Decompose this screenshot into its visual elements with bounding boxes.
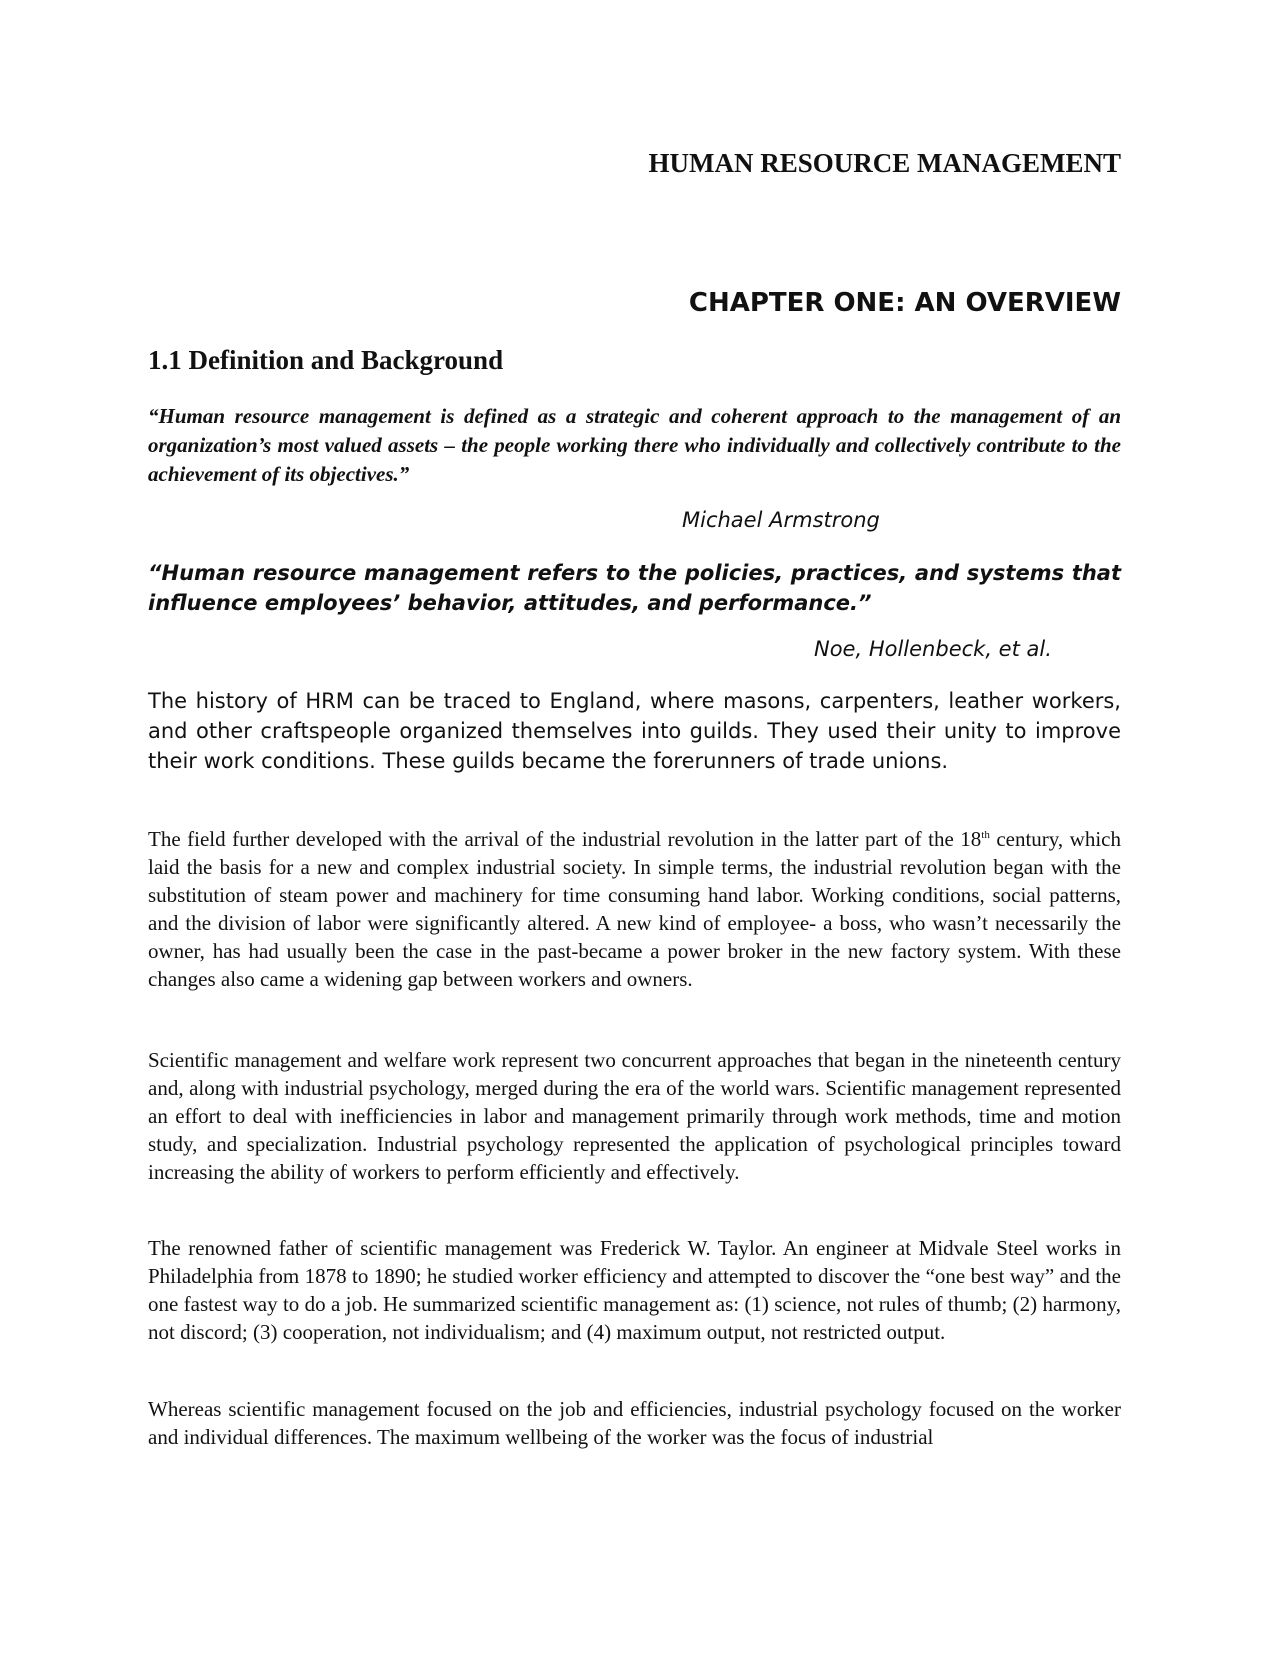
history-paragraph: The history of HRM can be traced to England, where masons, carpenters, leather workers, and other craftspeople organized themselves into guilds. They used their unity to improve their work conditions. These guilds became the forerunners of trade unions. <box>148 689 1121 773</box>
armstrong-quote: “Human resource management is defined as a strategic and coherent approach to the management of an organization’s most valued assets – the people working there who individually and collectively contribute to the achievement of its objectives.” <box>148 404 1121 486</box>
noe-attribution: Noe, Hollenbeck, et al. <box>814 637 1052 661</box>
industrial-psychology-paragraph: Whereas scientific management focused on the job and efficiencies, industrial psychology focused on the worker and individual differences. The maximum wellbeing of the worker was the focus of industrial <box>148 1397 1121 1449</box>
running-head: HUMAN RESOURCE MANAGEMENT <box>648 148 1121 178</box>
paragraph-text: century, which laid the basis for a new and complex industrial society. In simple terms, the industrial revolution began with the substitution of steam power and machinery for time consuming hand labor. Working conditions, social patterns, and the division of labor were significantly altered. A new kind of employee- a boss, who wasn’t necessarily the owner, has had usually been the case in the past-became a power broker in the new factory system. With these changes also came a widening gap between workers and owners. <box>148 827 1121 991</box>
paragraph-text: The field further developed with the arrival of the industrial revolution in the latter part of the 18 <box>148 827 982 851</box>
noe-quote: “Human resource management refers to the policies, practices, and systems that influence employees’ behavior, attitudes, and performance.” <box>148 561 1121 615</box>
ordinal-superscript: th <box>981 829 990 841</box>
industrial-revolution-paragraph <box>148 825 1121 993</box>
chapter-title: CHAPTER ONE: AN OVERVIEW <box>688 288 1121 318</box>
scientific-management-paragraph: Scientific management and welfare work represent two concurrent approaches that began in the nineteenth century and, along with industrial psychology, merged during the era of the world wars. Scientific management represented an effort to deal with inefficiencies in labor and management primarily through work methods, time and motion study, and specialization. Industrial psychology represented the application of psychological principles toward increasing the ability of workers to perform efficiently and effectively. <box>148 1048 1121 1184</box>
armstrong-attribution: Michael Armstrong <box>682 508 880 532</box>
section-heading: 1.1 Definition and Background <box>148 345 504 375</box>
taylor-paragraph: The renowned father of scientific management was Frederick W. Taylor. An engineer at Midvale Steel works in Philadelphia from 1878 to 1890; he studied worker efficiency and attempted to discover the “one best way” and the one fastest way to do a job. He summarized scientific management as: (1) science, not rules of thumb; (2) harmony, not discord; (3) cooperation, not individualism; and (4) maximum output, not restricted output. <box>148 1236 1121 1344</box>
